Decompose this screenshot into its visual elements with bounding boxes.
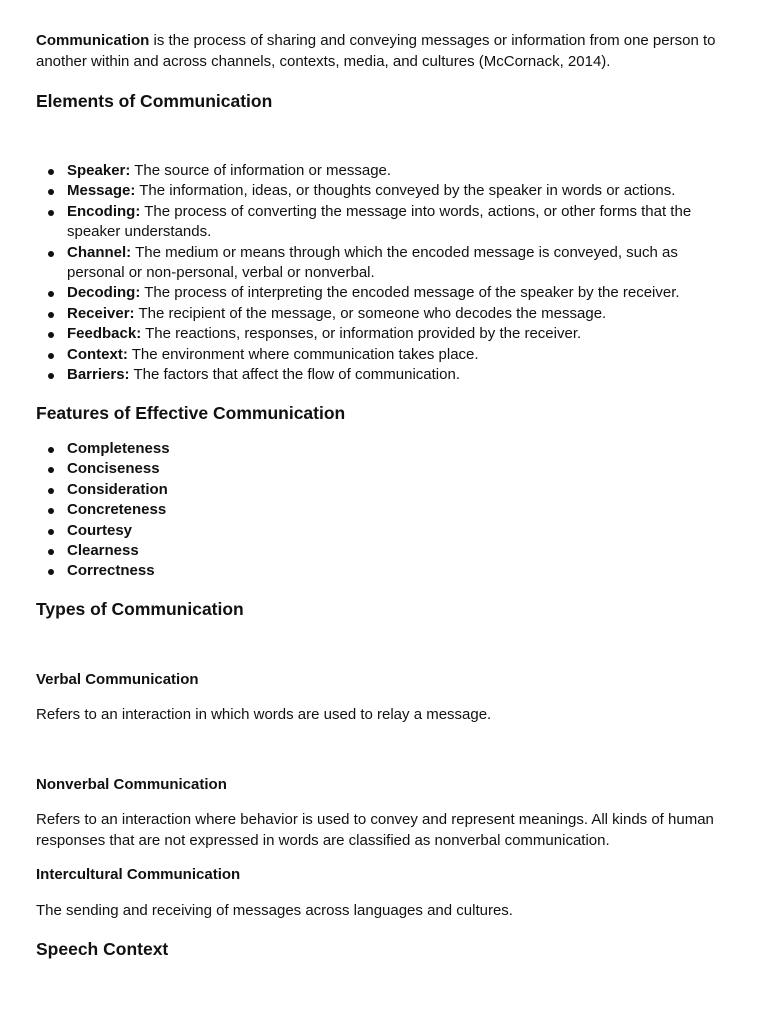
- feature-label: Completeness: [67, 440, 170, 457]
- list-item: [67, 561, 732, 581]
- verbal-text: Refers to an interaction in which words are used to relay a message.: [36, 706, 492, 723]
- element-term: Barriers:: [67, 366, 130, 384]
- list-item: [67, 202, 732, 243]
- verbal-title: Verbal Communication: [36, 671, 199, 688]
- list-item: [67, 181, 732, 201]
- features-list: [36, 439, 732, 582]
- element-term: Context:: [67, 345, 128, 363]
- intro-text: is the process of sharing and conveying messages or information from one person to another within and across channels, contexts, media, and cultures (McCornack, 2014).: [36, 32, 716, 70]
- list-item: [67, 324, 732, 344]
- feature-label: Concreteness: [67, 501, 167, 519]
- element-desc: The factors that affect the flow of communication.: [129, 366, 460, 384]
- intro-term: Communication: [36, 32, 150, 49]
- speech-context-heading: Speech Context: [36, 939, 169, 959]
- element-desc: The process of interpreting the encoded message of the speaker by the receiver.: [140, 284, 680, 302]
- element-desc: The recipient of the message, or someone who decodes the message.: [134, 304, 607, 322]
- list-item: [67, 283, 732, 303]
- list-item: [67, 161, 732, 181]
- element-term: Message:: [67, 182, 136, 200]
- intercultural-title: Intercultural Communication: [36, 866, 241, 883]
- list-item: [67, 365, 732, 385]
- intro-paragraph: [36, 31, 732, 72]
- element-desc: The information, ideas, or thoughts conveyed by the speaker in words or actions.: [135, 182, 676, 200]
- list-item: [67, 439, 732, 459]
- element-term: Encoding:: [67, 202, 141, 220]
- element-desc: The environment where communication takes place.: [127, 345, 479, 363]
- list-item: [67, 304, 732, 324]
- list-item: [67, 521, 732, 541]
- features-heading: Features of Effective Communication: [36, 403, 346, 423]
- list-item: [67, 480, 732, 500]
- element-desc: The medium or means through which the encoded message is conveyed, such as personal or non-personal, verbal or nonverbal.: [67, 243, 678, 282]
- list-item: [67, 500, 732, 520]
- element-desc: The source of information or message.: [130, 162, 392, 179]
- feature-label: Clearness: [67, 542, 139, 560]
- nonverbal-title: Nonverbal Communication: [36, 776, 227, 793]
- list-item: [67, 459, 732, 479]
- element-term: Receiver:: [67, 304, 135, 322]
- element-term: Decoding:: [67, 284, 141, 302]
- feature-label: Consideration: [67, 480, 168, 498]
- nonverbal-text: Refers to an interaction where behavior is used to convey and represent meanings. All kinds of human responses that are not expressed in words are classified as nonverbal communication.: [36, 811, 714, 849]
- feature-label: Courtesy: [67, 521, 133, 539]
- element-desc: The process of converting the message into words, actions, or other forms that the speaker understands.: [67, 202, 692, 241]
- element-term: Channel:: [67, 243, 132, 261]
- list-item: [67, 345, 732, 365]
- elements-heading: Elements of Communication: [36, 91, 273, 111]
- element-desc: The reactions, responses, or information provided by the receiver.: [141, 325, 582, 343]
- types-heading: Types of Communication: [36, 599, 244, 619]
- feature-label: Conciseness: [67, 460, 160, 478]
- feature-label: Correctness: [67, 562, 155, 580]
- element-term: Feedback:: [67, 325, 142, 343]
- intercultural-text: The sending and receiving of messages across languages and cultures.: [36, 902, 513, 919]
- list-item: [67, 243, 732, 284]
- list-item: [67, 541, 732, 561]
- element-term: Speaker:: [67, 162, 131, 179]
- elements-list: [36, 161, 732, 385]
